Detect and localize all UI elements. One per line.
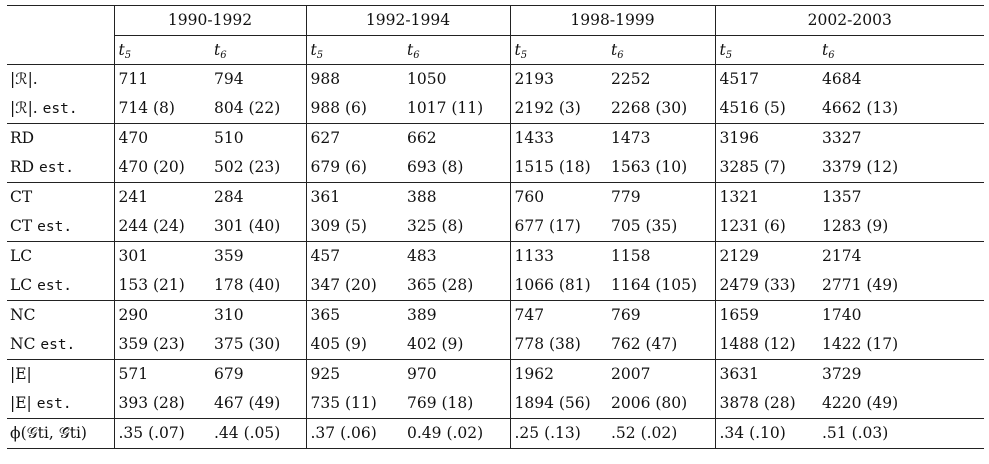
- table-cell: 760: [510, 183, 607, 212]
- table-cell: 1515 (18): [514, 158, 591, 176]
- table-row: [7, 301, 984, 330]
- row-label-r-size-est: |ℛ|. est.: [7, 94, 114, 124]
- table-cell: 693 (8): [403, 153, 510, 183]
- table-cell: 347 (20): [310, 276, 377, 294]
- table-cell: 804 (22): [210, 94, 306, 124]
- table-cell: 714 (8): [118, 99, 175, 117]
- subheader-t5: $t_5$: [715, 35, 818, 65]
- table-cell: 3285 (7): [719, 158, 786, 176]
- subheader-t5: $t_5$: [114, 35, 210, 65]
- table-cell: 679 (6): [310, 158, 367, 176]
- table-cell: 4517: [715, 65, 818, 94]
- table-row: [7, 389, 984, 419]
- row-label-lc-est: LC est.: [7, 271, 114, 301]
- table-cell: 1133: [510, 242, 607, 271]
- table-cell: 359: [210, 242, 306, 271]
- table-cell: 365 (28): [403, 271, 510, 301]
- table-cell: .35 (.07): [114, 419, 210, 449]
- table-cell: 3196: [715, 124, 818, 153]
- table-cell: 470: [114, 124, 210, 153]
- table-cell: 3878 (28): [719, 394, 796, 412]
- row-label-e: |E|: [7, 360, 114, 389]
- table-row: [7, 153, 984, 183]
- subheader-t5: $t_5$: [306, 35, 403, 65]
- table-cell: 502 (23): [210, 153, 306, 183]
- table-cell: 794: [210, 65, 306, 94]
- table-body: [7, 65, 984, 449]
- table-cell: 1066 (81): [514, 276, 591, 294]
- table-cell: 970: [403, 360, 510, 389]
- table-cell: 244 (24): [118, 217, 185, 235]
- table-row: [7, 330, 984, 360]
- subheader-t5: $t_5$: [510, 35, 607, 65]
- table-cell: 705 (35): [607, 212, 715, 242]
- row-label-lc: LC: [7, 242, 114, 271]
- table-cell: 4662 (13): [822, 99, 899, 117]
- table-cell: 1231 (6): [719, 217, 786, 235]
- table-cell: .34 (.10): [715, 419, 818, 449]
- corner-cell-lower: [7, 35, 114, 65]
- table-cell: 2006 (80): [607, 389, 715, 419]
- table-cell: 1740: [818, 301, 984, 330]
- sub-header-row: [7, 35, 984, 65]
- table-cell: 388: [403, 183, 510, 212]
- results-table-container: [7, 5, 984, 449]
- table-cell: 1357: [818, 183, 984, 212]
- est-suffix: est.: [40, 336, 76, 353]
- group-header-2002-2003: 2002-2003: [715, 6, 984, 36]
- table-cell: 2268 (30): [607, 94, 715, 124]
- group-header-1998-1999: 1998-1999: [510, 6, 715, 36]
- table-cell: 4516 (5): [719, 99, 786, 117]
- table-row: [7, 271, 984, 301]
- table-cell: 510: [210, 124, 306, 153]
- subheader-t6: $t_6$: [210, 35, 306, 65]
- table-cell: 483: [403, 242, 510, 271]
- table-cell: 1050: [403, 65, 510, 94]
- table-cell: 3379 (12): [822, 158, 899, 176]
- table-cell: 769: [607, 301, 715, 330]
- est-suffix: est.: [39, 159, 74, 176]
- table-cell: 762 (47): [607, 330, 715, 360]
- table-cell: 290: [114, 301, 210, 330]
- table-row: [7, 419, 984, 449]
- table-cell: 359 (23): [118, 335, 185, 353]
- table-cell: 0.49 (.02): [403, 419, 510, 449]
- table-cell: .25 (.13): [510, 419, 607, 449]
- table-cell: 988 (6): [310, 99, 367, 117]
- group-header-1992-1994: 1992-1994: [306, 6, 510, 36]
- table-cell: 3729: [818, 360, 984, 389]
- table-row: [7, 94, 984, 124]
- table-cell: 309 (5): [310, 217, 367, 235]
- table-cell: 457: [306, 242, 403, 271]
- row-label-nc: NC: [7, 301, 114, 330]
- corner-cell: [7, 6, 114, 36]
- row-label-ct-est: CT est.: [7, 212, 114, 242]
- table-cell: .37 (.06): [306, 419, 403, 449]
- table-cell: 153 (21): [118, 276, 185, 294]
- table-cell: 325 (8): [403, 212, 510, 242]
- table-cell: 1488 (12): [719, 335, 796, 353]
- table-cell: 735 (11): [310, 394, 377, 412]
- table-cell: 1659: [715, 301, 818, 330]
- table-cell: 778 (38): [514, 335, 581, 353]
- table-cell: 1158: [607, 242, 715, 271]
- table-cell: 2193: [510, 65, 607, 94]
- table-cell: 1017 (11): [403, 94, 510, 124]
- table-row: [7, 242, 984, 271]
- row-label-rd-est: RD est.: [7, 153, 114, 183]
- table-cell: 1962: [510, 360, 607, 389]
- table-cell: 301 (40): [210, 212, 306, 242]
- row-label-ct: CT: [7, 183, 114, 212]
- table-cell: .44 (.05): [210, 419, 306, 449]
- table-cell: 662: [403, 124, 510, 153]
- table-cell: 1433: [510, 124, 607, 153]
- est-suffix: est.: [42, 100, 78, 117]
- table-cell: .51 (.03): [818, 419, 984, 449]
- table-row: [7, 124, 984, 153]
- table-cell: 467 (49): [210, 389, 306, 419]
- subheader-t6: $t_6$: [607, 35, 715, 65]
- table-row: [7, 212, 984, 242]
- table-cell: 1283 (9): [822, 217, 889, 235]
- table-cell: 389: [403, 301, 510, 330]
- table-cell: 2252: [607, 65, 715, 94]
- group-header-row: [7, 6, 984, 36]
- table-cell: 393 (28): [118, 394, 185, 412]
- row-label-nc-est: NC est.: [7, 330, 114, 360]
- table-cell: 1473: [607, 124, 715, 153]
- table-cell: 925: [306, 360, 403, 389]
- row-label-e-est: |E| est.: [7, 389, 114, 419]
- table-cell: 2479 (33): [719, 276, 796, 294]
- table-cell: 310: [210, 301, 306, 330]
- row-label-phi: ϕ(𝒢ti, 𝒢̂ti): [7, 419, 114, 449]
- table-cell: 1422 (17): [822, 335, 899, 353]
- table-cell: 2129: [715, 242, 818, 271]
- table-cell: 470 (20): [118, 158, 185, 176]
- table-cell: 365: [306, 301, 403, 330]
- table-cell: 4684: [818, 65, 984, 94]
- subheader-t6: $t_6$: [403, 35, 510, 65]
- table-row: [7, 65, 984, 94]
- table-cell: 178 (40): [210, 271, 306, 301]
- group-header-1990-1992: 1990-1992: [114, 6, 306, 36]
- table-cell: 571: [114, 360, 210, 389]
- table-cell: 679: [210, 360, 306, 389]
- table-cell: 677 (17): [514, 217, 581, 235]
- table-cell: 2174: [818, 242, 984, 271]
- table-cell: 301: [114, 242, 210, 271]
- table-cell: 779: [607, 183, 715, 212]
- table-cell: 3631: [715, 360, 818, 389]
- table-cell: 1894 (56): [514, 394, 591, 412]
- table-cell: 747: [510, 301, 607, 330]
- table-cell: 4220 (49): [822, 394, 899, 412]
- table-cell: 284: [210, 183, 306, 212]
- table-cell: 769 (18): [403, 389, 510, 419]
- table-cell: 241: [114, 183, 210, 212]
- table-cell: 2771 (49): [822, 276, 899, 294]
- table-row: [7, 360, 984, 389]
- results-table: [7, 5, 984, 449]
- est-suffix: est.: [37, 277, 73, 294]
- table-cell: 2007: [607, 360, 715, 389]
- table-row: [7, 183, 984, 212]
- table-cell: 402 (9): [403, 330, 510, 360]
- table-cell: 3327: [818, 124, 984, 153]
- table-cell: .52 (.02): [607, 419, 715, 449]
- subheader-t6: $t_6$: [818, 35, 984, 65]
- table-cell: 1321: [715, 183, 818, 212]
- table-cell: 1563 (10): [607, 153, 715, 183]
- est-suffix: est.: [37, 218, 73, 235]
- table-cell: 627: [306, 124, 403, 153]
- table-cell: 1164 (105): [607, 271, 715, 301]
- row-label-r-size: |ℛ|.: [7, 65, 114, 94]
- table-cell: 711: [114, 65, 210, 94]
- table-cell: 2192 (3): [514, 99, 581, 117]
- est-suffix: est.: [36, 395, 72, 412]
- row-label-rd: RD: [7, 124, 114, 153]
- table-cell: 988: [306, 65, 403, 94]
- table-cell: 361: [306, 183, 403, 212]
- table-cell: 405 (9): [310, 335, 367, 353]
- table-cell: 375 (30): [210, 330, 306, 360]
